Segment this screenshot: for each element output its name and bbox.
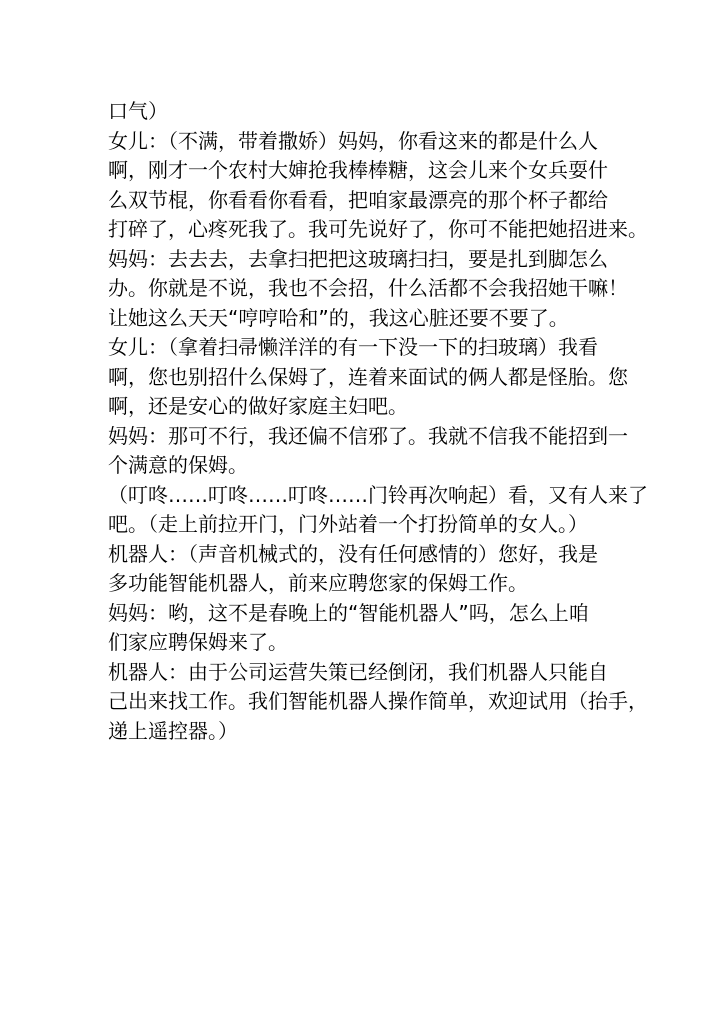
text-line: 机器人：（声音机械式的，没有任何感情的）您好，我是 [108, 541, 598, 566]
text-line: 啊，刚才一个农村大婶抢我棒棒糖，这会儿来个女兵耍什 [108, 158, 608, 182]
text-line: 妈妈：去去去，去拿扫把把这玻璃扫扫，要是扎到脚怎么 [108, 246, 608, 271]
text-line: 女儿：（不满，带着撒娇）妈妈，你看这来的都是什么人 [108, 128, 598, 153]
text-line: 己出来找工作。我们智能机器人操作简单，欢迎试用（抬手， [108, 689, 648, 713]
text-line: 么双节棍，你看看你看看，把咱家最漂亮的那个杯子都给 [108, 187, 608, 212]
text-line: 递上遥控器。） [108, 718, 238, 743]
text-line: 吧。（走上前拉开门，门外站着一个打扮简单的女人。） [108, 512, 588, 536]
text-line: 们家应聘保姆来了。 [108, 630, 288, 654]
text-line: 女儿：（拿着扫帚懒洋洋的有一下没一下的扫玻璃）我看 [108, 335, 598, 359]
text-line: 啊，还是安心的做好家庭主妇吧。 [108, 394, 408, 418]
text-line: （叮咚……叮咚……叮咚……门铃再次响起）看，又有人来了 [108, 482, 648, 507]
text-line: 多功能智能机器人，前来应聘您家的保姆工作。 [108, 571, 528, 595]
text-line: 妈妈：哟，这不是春晚上的“智能机器人”吗，怎么上咱 [108, 600, 589, 625]
script-text [108, 97, 648, 746]
text-line: 办。你就是不说，我也不会招，什么活都不会我招她干嘛！ [108, 276, 628, 300]
text-line: 个满意的保姆。 [108, 453, 248, 477]
text-line: 口气） [108, 99, 168, 123]
text-line: 啊，您也别招什么保姆了，连着来面试的俩人都是怪胎。您 [108, 364, 628, 389]
text-line: 妈妈：那可不行，我还偏不信邪了。我就不信我不能招到一 [108, 423, 628, 448]
text-line: 打碎了，心疼死我了。我可先说好了，你可不能把她招进来。 [108, 217, 648, 241]
text-line: 让她这么天天“哼哼哈和”的，我这心脏还要不要了。 [108, 305, 569, 330]
text-line: 机器人：由于公司运营失策已经倒闭，我们机器人只能自 [108, 659, 608, 684]
